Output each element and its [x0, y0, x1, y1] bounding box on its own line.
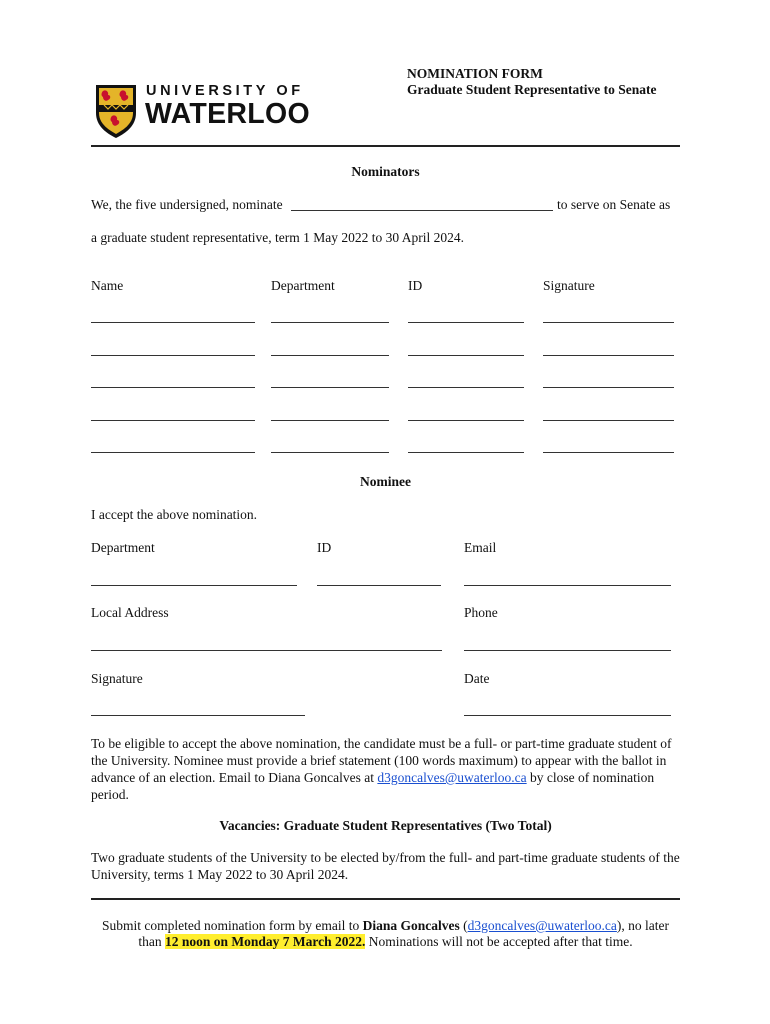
nominee-signature-blank[interactable]: [91, 715, 305, 716]
university-logo: [94, 83, 324, 139]
nominee-department-blank[interactable]: [91, 585, 297, 586]
nominator-department-blank[interactable]: [271, 322, 389, 323]
form-title: NOMINATION FORM: [407, 66, 543, 81]
nominee-id-label: ID: [317, 540, 332, 555]
nominee-local-address-blank[interactable]: [91, 650, 442, 651]
nominee-name-blank[interactable]: [291, 210, 553, 211]
nominator-id-blank[interactable]: [408, 452, 524, 453]
nominator-signature-blank[interactable]: [543, 387, 674, 388]
header-divider: [91, 145, 680, 147]
footer-text1: Submit completed nomination form by email to: [102, 918, 363, 933]
nominee-phone-blank[interactable]: [464, 650, 671, 651]
nominee-id-blank[interactable]: [317, 585, 441, 586]
nominator-signature-blank[interactable]: [543, 420, 674, 421]
nominee-date-label: Date: [464, 671, 490, 686]
nominee-department-label: Department: [91, 540, 155, 555]
vacancies-heading: Vacancies: Graduate Student Representatives (Two Total): [219, 818, 552, 833]
nominee-phone-label: Phone: [464, 605, 498, 620]
nominator-id-blank[interactable]: [408, 355, 524, 356]
nominee-accept-text: I accept the above nomination.: [91, 507, 258, 522]
eligibility-text-before: To be eligible to accept the above nomination, the candidate must be a full- or part-time graduate student of the University. Nominee must provide a brief statement (100 words maximum) to appear with the ballot in advance of an election. Email to Diana Goncalves at: [91, 736, 672, 785]
logo-text-waterloo: WATERLOO: [145, 98, 310, 130]
nominators-intro-before: We, the five undersigned, nominate: [91, 197, 283, 212]
nominee-local-address-label: Local Address: [91, 605, 169, 620]
nominators-intro-line2: a graduate student representative, term 1 May 2022 to 30 April 2024.: [91, 230, 465, 245]
nominator-department-blank[interactable]: [271, 420, 389, 421]
logo-text-university-of: UNIVERSITY OF: [146, 83, 304, 99]
nominators-heading: Nominators: [351, 164, 420, 179]
nominator-name-blank[interactable]: [91, 452, 255, 453]
column-header-id: ID: [408, 278, 423, 293]
nominator-name-blank[interactable]: [91, 387, 255, 388]
footer-deadline: 12 noon on Monday 7 March 2022.: [164, 934, 366, 949]
nominator-signature-blank[interactable]: [543, 452, 674, 453]
nominator-department-blank[interactable]: [271, 452, 389, 453]
eligibility-paragraph: [91, 735, 681, 803]
eligibility-text-after: by close of nomination period.: [91, 770, 655, 802]
waterloo-shield-icon: [94, 83, 138, 139]
nominator-name-blank[interactable]: [91, 322, 255, 323]
footer-email-link[interactable]: d3goncalves@uwaterloo.ca: [467, 918, 617, 933]
column-header-name: Name: [91, 278, 124, 293]
eligibility-email-link[interactable]: d3goncalves@uwaterloo.ca: [377, 770, 527, 785]
footer-paren-open: (: [459, 918, 468, 933]
nominator-name-blank[interactable]: [91, 355, 255, 356]
footer-contact-name: Diana Goncalves: [362, 918, 460, 933]
nominator-signature-blank[interactable]: [543, 322, 674, 323]
column-header-signature: Signature: [543, 278, 595, 293]
nominee-signature-label: Signature: [91, 671, 143, 686]
nominator-id-blank[interactable]: [408, 387, 524, 388]
footer-line1: [60, 917, 711, 934]
nominator-department-blank[interactable]: [271, 387, 389, 388]
footer-text3: than: [138, 934, 165, 949]
column-header-department: Department: [271, 278, 335, 293]
nominator-signature-blank[interactable]: [543, 355, 674, 356]
footer-text4: Nominations will not be accepted after that time.: [365, 934, 633, 949]
form-subtitle: Graduate Student Representative to Senate: [407, 82, 657, 97]
footer-text2: ), no later: [616, 918, 669, 933]
footer-line2: [60, 933, 711, 950]
nominator-id-blank[interactable]: [408, 322, 524, 323]
nominee-date-blank[interactable]: [464, 715, 671, 716]
nominee-heading: Nominee: [360, 474, 411, 489]
footer-divider: [91, 898, 680, 900]
nominators-intro-after: to serve on Senate as: [557, 197, 671, 212]
nominator-id-blank[interactable]: [408, 420, 524, 421]
nominee-email-label: Email: [464, 540, 497, 555]
nominator-department-blank[interactable]: [271, 355, 389, 356]
nominator-name-blank[interactable]: [91, 420, 255, 421]
vacancies-text: Two graduate students of the University to be elected by/from the full- and part-time graduate students of the University, terms 1 May 2022 to 30 April 2024.: [91, 850, 680, 882]
nominee-email-blank[interactable]: [464, 585, 671, 586]
